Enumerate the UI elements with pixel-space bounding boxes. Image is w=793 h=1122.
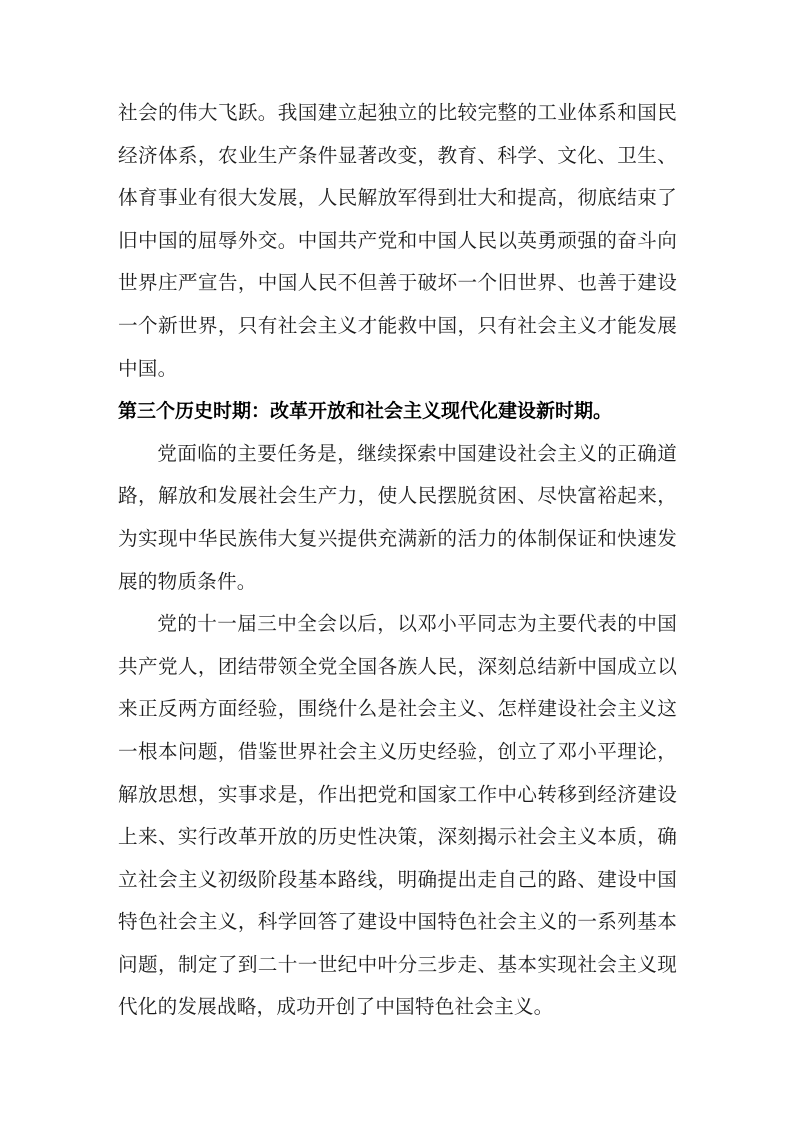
paragraph-third-plenary-session: 党的十一届三中全会以后，以邓小平同志为主要代表的中国共产党人，团结带领全党全国各族人民，深刻总结新中国成立以来正反两方面经验，围绕什么是社会主义、怎样建设社会主义这一根本问题，借鉴世界社会主义历史经验，创立了邓小平理论，解放思想，实事求是，作出把党和国家工作中心转移到经济建设上来、实行改革开放的历史性决策，深刻揭示社会主义本质，确立社会主义初级阶段基本路线，明确提出走自己的路、建设中国特色社会主义，科学回答了建设中国特色社会主义的一系列基本问题，制定了到二十一世纪中叶分三步走、基本实现社会主义现代化的发展战略，成功开创了中国特色社会主义。 bbox=[118, 614, 677, 1019]
paragraph-main-tasks: 党面临的主要任务是，继续探索中国建设社会主义的正确道路，解放和发展社会生产力，使人民摆脱贫困、尽快富裕起来，为实现中华民族伟大复兴提供充满新的活力的体制保证和快速发展的物质条件。 bbox=[118, 443, 677, 593]
section-heading-third-period: 第三个历史时期：改革开放和社会主义现代化建设新时期。 bbox=[118, 401, 613, 423]
page-text-block bbox=[118, 93, 677, 1030]
paragraph-continued: 社会的伟大飞跃。我国建立起独立的比较完整的工业体系和国民经济体系，农业生产条件显著改变，教育、科学、文化、卫生、体育事业有很大发展，人民解放军得到壮大和提高，彻底结束了旧中国的屈辱外交。中国共产党和中国人民以英勇顽强的奋斗向世界庄严宣告，中国人民不但善于破坏一个旧世界、也善于建设一个新世界，只有社会主义才能救中国，只有社会主义才能发展中国。 bbox=[118, 103, 677, 380]
